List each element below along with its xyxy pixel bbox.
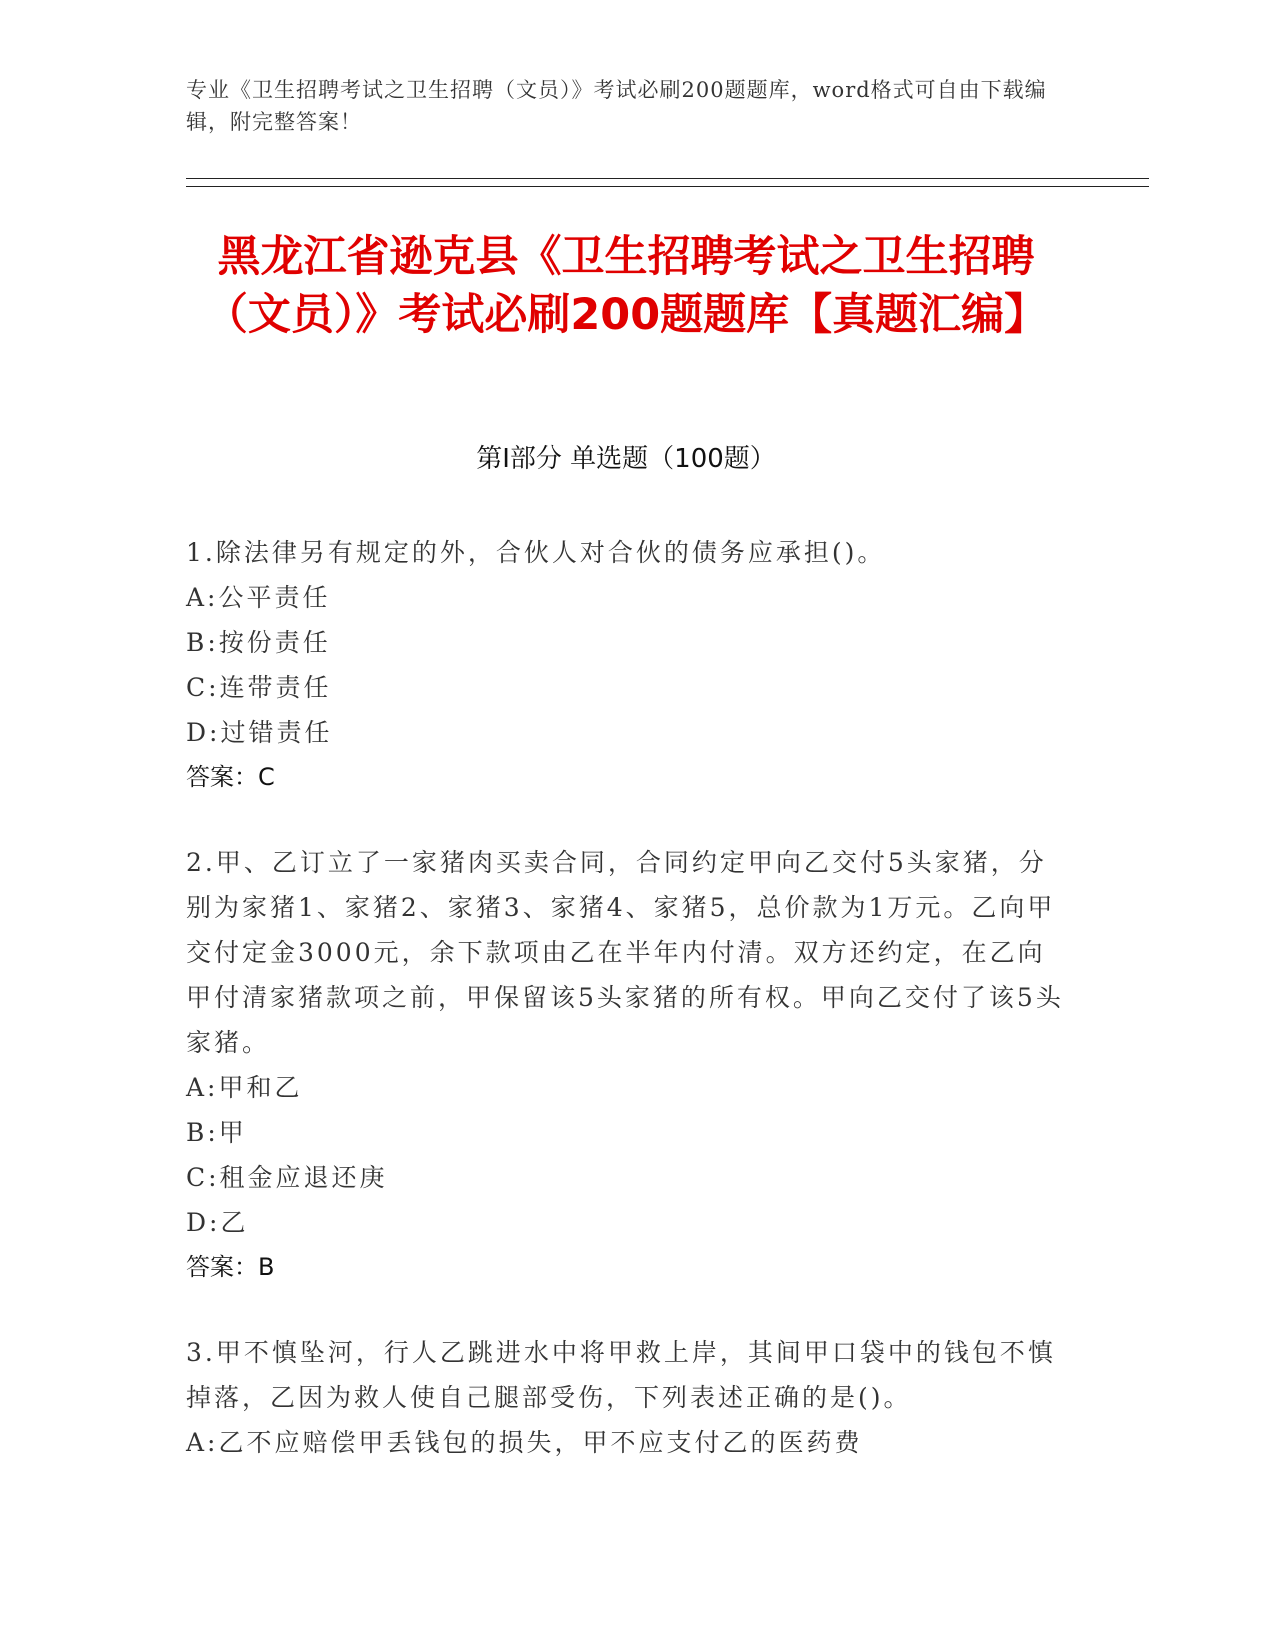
question-3 bbox=[186, 1330, 1066, 1465]
section-title: 第I部分 单选题（100题） bbox=[476, 444, 776, 474]
document-title: 黑龙江省逊克县《卫生招聘考试之卫生招聘（文员）》考试必刷200题题库【真题汇编】 bbox=[204, 232, 1048, 340]
question-stem: 1.除法律另有规定的外，合伙人对合伙的债务应承担()。 bbox=[186, 538, 886, 567]
document-header bbox=[186, 74, 1066, 138]
option-b: B:按份责任 bbox=[186, 628, 331, 657]
header-divider-bottom bbox=[186, 186, 1149, 187]
option-a: A:甲和乙 bbox=[186, 1073, 303, 1102]
option-d: D:过错责任 bbox=[186, 718, 333, 747]
answer: 答案：C bbox=[186, 763, 275, 791]
question-stem: 3.甲不慎坠河，行人乙跳进水中将甲救上岸，其间甲口袋中的钱包不慎掉落，乙因为救人使自己腿部受伤，下列表述正确的是()。 bbox=[186, 1338, 1056, 1412]
option-a: A:公平责任 bbox=[186, 583, 331, 612]
option-b: B:甲 bbox=[186, 1118, 247, 1147]
answer: 答案：B bbox=[186, 1253, 275, 1281]
option-d: D:乙 bbox=[186, 1208, 249, 1237]
option-c: C:连带责任 bbox=[186, 673, 332, 702]
option-c: C:租金应退还庚 bbox=[186, 1163, 388, 1192]
question-1 bbox=[186, 530, 1066, 800]
question-stem: 2.甲、乙订立了一家猪肉买卖合同，合同约定甲向乙交付5头家猪，分别为家猪1、家猪2、家猪3、家猪4、家猪5，总价款为1万元。乙向甲交付定金3000元，余下款项由乙在半年内付清。双方还约定，在乙向甲付清家猪款项之前，甲保留该5头家猪的所有权。甲向乙交付了该5头家猪。 bbox=[186, 848, 1064, 1057]
question-2 bbox=[186, 840, 1066, 1290]
question-list bbox=[186, 530, 1066, 1505]
header-text: 专业《卫生招聘考试之卫生招聘（文员）》考试必刷200题题库，word格式可自由下载编辑，附完整答案！ bbox=[186, 78, 1047, 134]
option-a: A:乙不应赔偿甲丢钱包的损失，甲不应支付乙的医药费 bbox=[186, 1428, 863, 1457]
header-divider-top bbox=[186, 178, 1149, 179]
